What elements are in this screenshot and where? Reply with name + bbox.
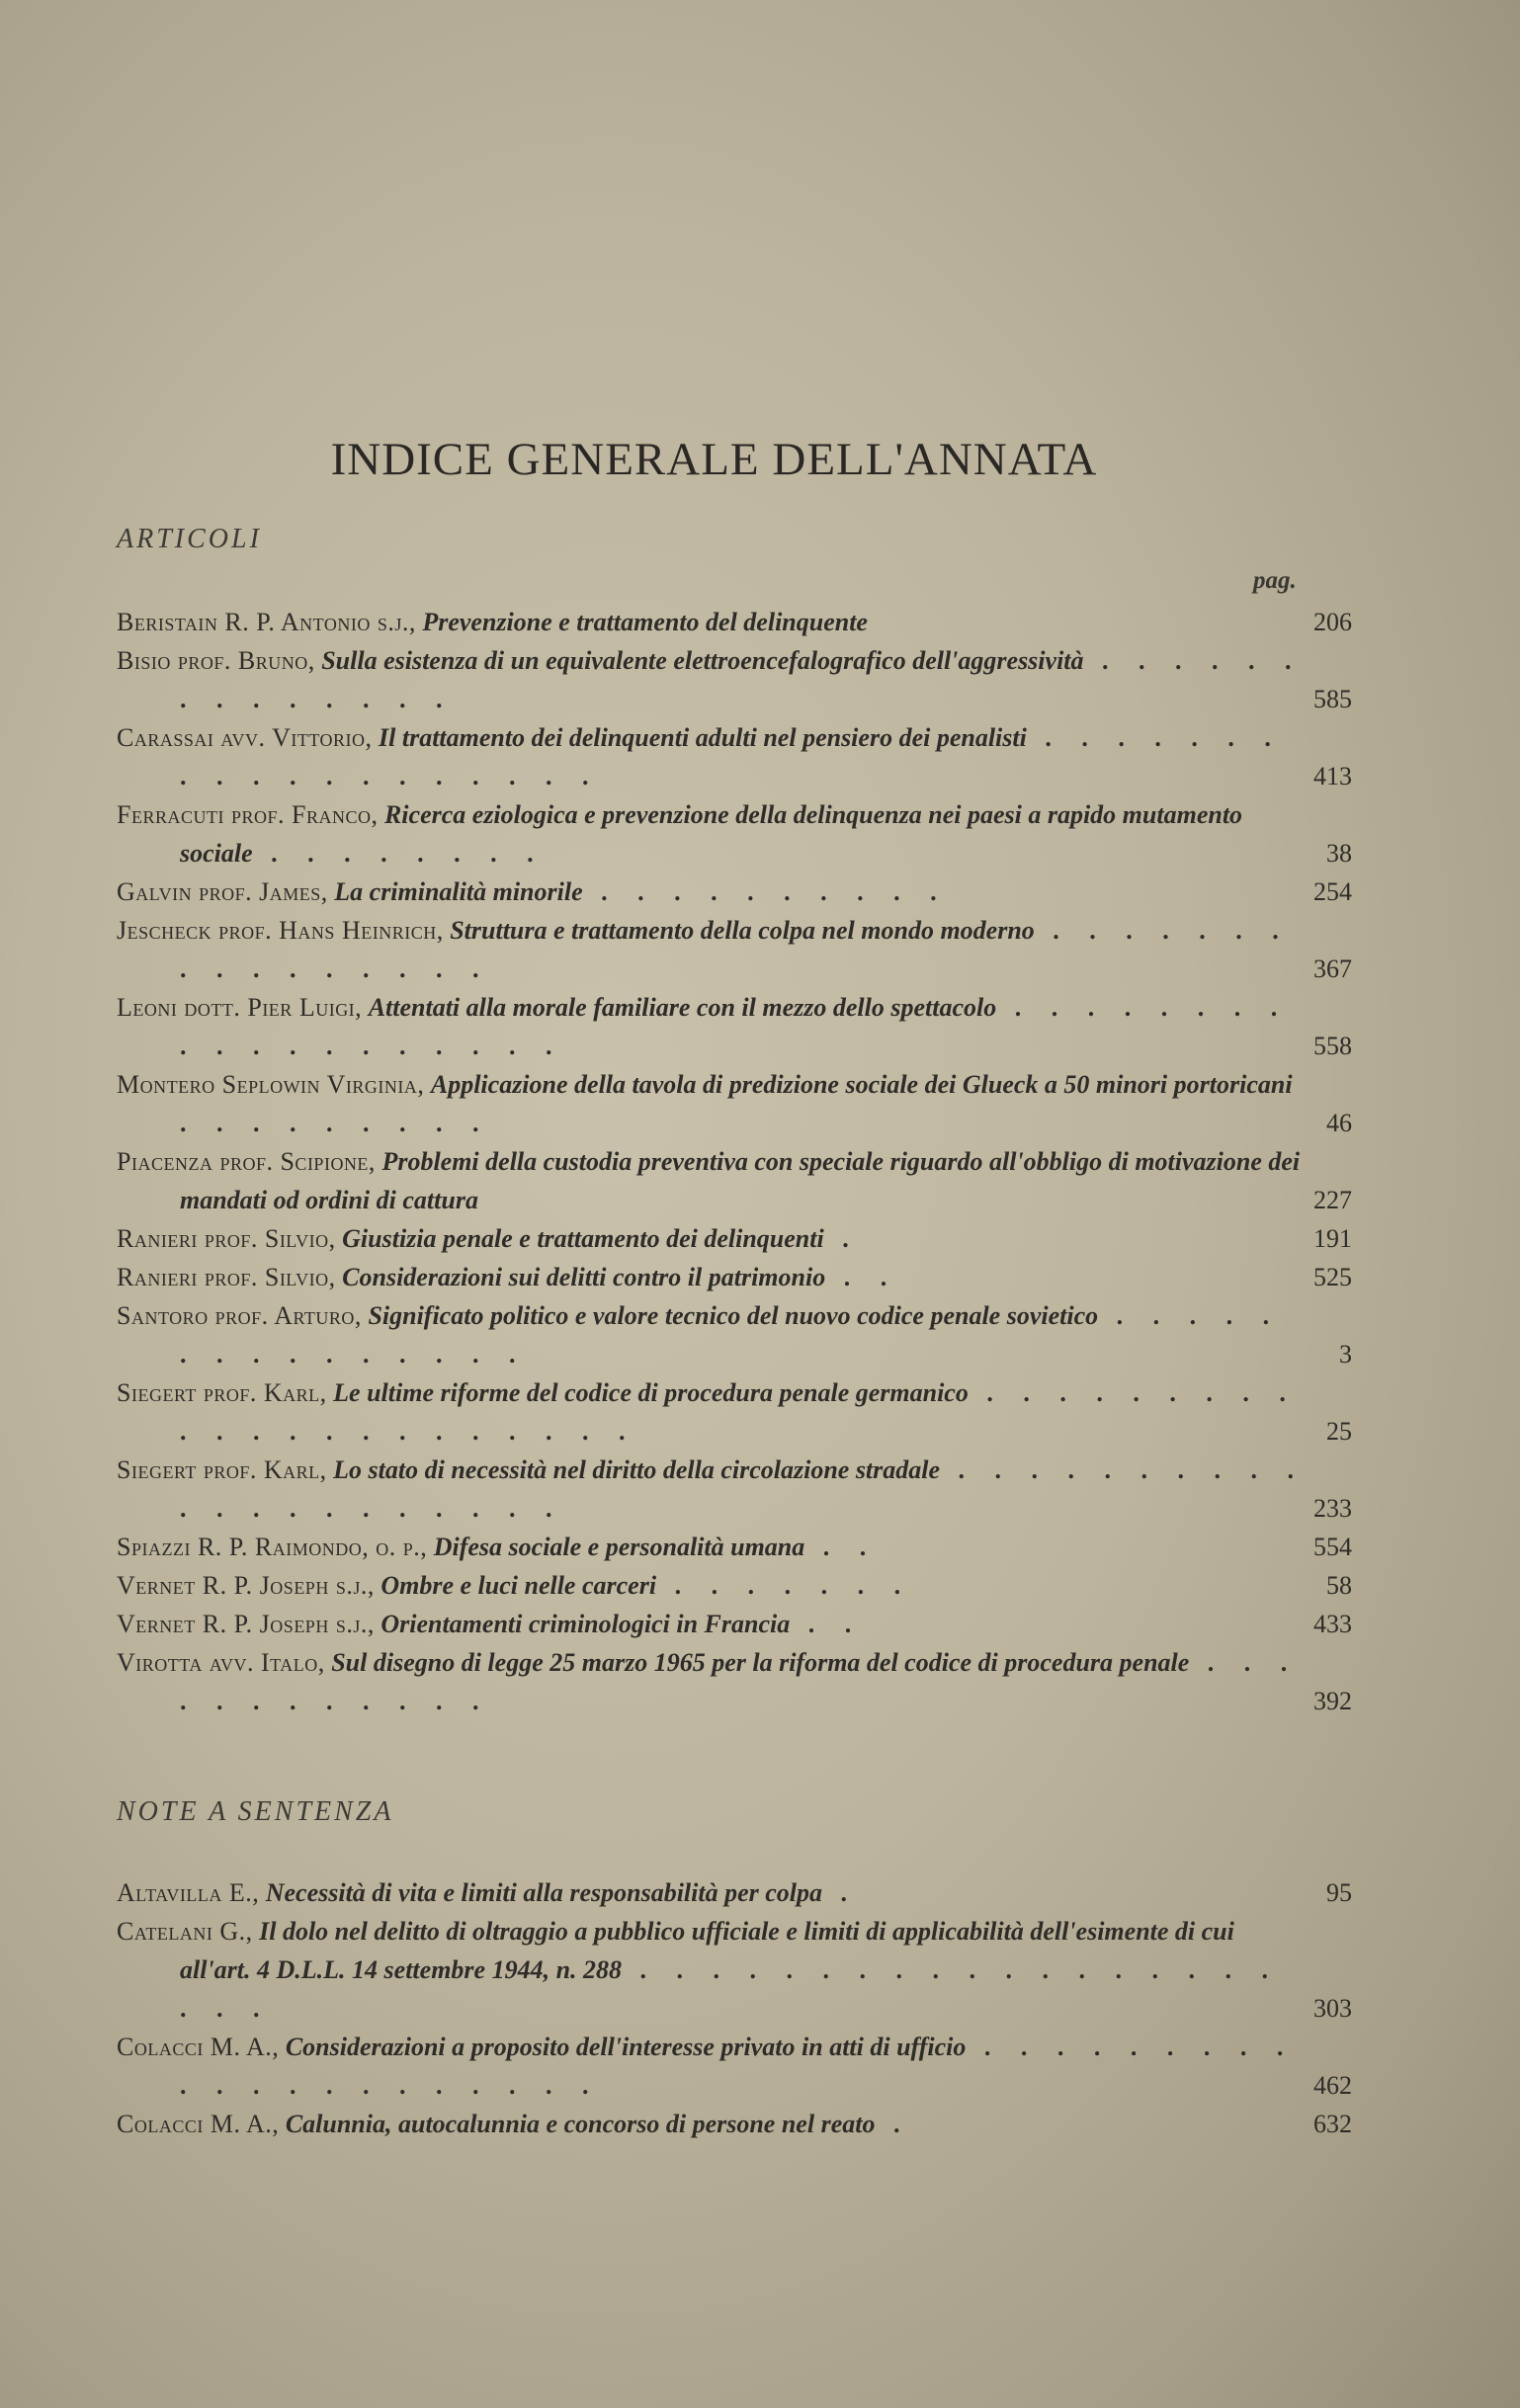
entry-title: Difesa sociale e personalità umana (433, 1533, 805, 1561)
index-entry (117, 1142, 1352, 1219)
entry-leader-dots: . . . . . . . . . . . . (180, 1648, 1300, 1715)
entry-author: Ferracuti prof. Franco, (117, 800, 379, 829)
entry-title: Sulla esistenza di un equivalente elettroencefalografico dell'aggressività (321, 646, 1084, 675)
entry-text (117, 872, 1307, 911)
entry-leader-dots: . . . . . . . . . . . . . . (180, 646, 1304, 713)
entry-title: Orientamenti criminologici in Francia (380, 1610, 791, 1638)
entry-text (117, 2028, 1307, 2105)
entry-text (117, 1373, 1307, 1451)
entry-text (117, 1643, 1307, 1720)
index-entry (117, 1296, 1352, 1373)
entry-leader-dots: . . (804, 1533, 879, 1561)
entry-page-number: 206 (1313, 608, 1352, 636)
entry-title: Ricerca eziologica e prevenzione della delinquenza nei paesi a rapido mutamento sociale (180, 800, 1243, 868)
entry-title: Giustizia penale e trattamento dei delinquenti (342, 1224, 824, 1253)
entry-page-number: 227 (1313, 1186, 1352, 1214)
entry-author: Santoro prof. Arturo, (117, 1301, 362, 1330)
entry-text (117, 641, 1307, 718)
entry-text (117, 795, 1307, 872)
entry-title: Struttura e trattamento della colpa nel mondo moderno (450, 916, 1035, 945)
index-entry (117, 1373, 1352, 1451)
entry-page-number: 585 (1313, 685, 1352, 713)
entry-page-number: 303 (1313, 1994, 1352, 2023)
entry-author: Vernet R. P. Joseph s.j., (117, 1610, 375, 1638)
index-entry (117, 1605, 1352, 1643)
index-entry (117, 911, 1352, 988)
entry-text (117, 2105, 1307, 2143)
entry-text (117, 718, 1307, 795)
entry-page-number: 462 (1313, 2071, 1352, 2100)
entry-page-number: 3 (1339, 1340, 1352, 1369)
entry-leader-dots: . . . . . . . . . . . . . . . (180, 1301, 1282, 1369)
index-entry (117, 1912, 1352, 2028)
index-entry (117, 1065, 1352, 1142)
entry-title: Calunnia, autocalunnia e concorso di persone nel reato (285, 2110, 876, 2138)
entry-text (117, 1296, 1307, 1373)
entry-leader-dots: . . (790, 1610, 864, 1638)
entry-page-number: 554 (1313, 1533, 1352, 1561)
section-heading-articoli: ARTICOLI (117, 524, 262, 554)
index-entry (117, 1219, 1352, 1258)
entry-title: Sul disegno di legge 25 marzo 1965 per la riforma del codice di procedura penale (331, 1648, 1190, 1677)
entry-title: Prevenzione e trattamento del delinquente (422, 608, 868, 636)
index-entry (117, 603, 1352, 641)
entry-text (117, 988, 1307, 1065)
entry-leader-dots: . . . . . . . . . . . . . . . . . . . . . (180, 2033, 1296, 2100)
entry-leader-dots: . (875, 2110, 912, 2138)
entry-page-number: 367 (1313, 955, 1352, 983)
index-entry (117, 1873, 1352, 1912)
entry-title: Attentati alla morale familiare con il mezzo dello spettacolo (368, 993, 997, 1022)
entry-leader-dots: . (823, 1224, 861, 1253)
entry-page-number: 25 (1326, 1417, 1352, 1446)
entry-page-number: 392 (1313, 1687, 1352, 1715)
entry-leader-dots: . . . . . . . . . . . . . . . . . . . . . (180, 1955, 1281, 2023)
entry-leader-dots: . (822, 1878, 860, 1907)
entry-author: Piacenza prof. Scipione, (117, 1147, 376, 1176)
entry-text (117, 1605, 1307, 1643)
index-entry (117, 1643, 1352, 1720)
entry-text (117, 1451, 1307, 1528)
entry-title: Il dolo nel delitto di oltraggio a pubblico ufficiale e limiti di applicabilità dell'esimente di cui all'art. 4 D.L.L. 14 settembre 1944, n. 288 (180, 1917, 1234, 1984)
entry-page-number: 58 (1326, 1571, 1352, 1600)
entry-page-number: 95 (1326, 1878, 1352, 1907)
entry-leader-dots: . . . . . . . . . (180, 1109, 491, 1137)
entry-leader-dots: . . . . . . . (656, 1571, 913, 1600)
page-title: INDICE GENERALE DELL'ANNATA (330, 434, 1098, 485)
entry-page-number: 254 (1313, 877, 1352, 906)
entry-author: Vernet R. P. Joseph s.j., (117, 1571, 375, 1600)
entry-author: Colacci M. A., (117, 2033, 280, 2061)
entry-page-number: 233 (1313, 1494, 1352, 1523)
entry-author: Jescheck prof. Hans Heinrich, (117, 916, 444, 945)
entry-text (117, 1142, 1307, 1219)
entry-leader-dots: . . . . . . . . . . . . . . . . . . . (180, 993, 1290, 1060)
entry-leader-dots: . . . . . . . . . . (582, 877, 949, 906)
entry-page-number: 191 (1313, 1224, 1352, 1253)
entry-leader-dots: . . . . . . . . . . . . . . . . . . . . . (180, 1455, 1307, 1523)
index-entry (117, 872, 1352, 911)
entry-author: Altavilla E., (117, 1878, 260, 1907)
entry-title: Le ultime riforme del codice di procedura penale germanico (333, 1378, 969, 1407)
index-entry (117, 2028, 1352, 2105)
entry-author: Carassai avv. Vittorio, (117, 723, 373, 752)
entry-author: Ranieri prof. Silvio, (117, 1224, 336, 1253)
entry-text (117, 1219, 1307, 1258)
entry-author: Colacci M. A., (117, 2110, 280, 2138)
entry-author: Bisio prof. Bruno, (117, 646, 315, 675)
entry-author: Leoni dott. Pier Luigi, (117, 993, 363, 1022)
entry-page-number: 413 (1313, 762, 1352, 790)
entry-text (117, 603, 1307, 641)
entry-title: Significato politico e valore tecnico del nuovo codice penale sovietico (368, 1301, 1099, 1330)
entry-text (117, 1258, 1307, 1296)
entry-title: La criminalità minorile (334, 877, 583, 906)
entry-author: Ranieri prof. Silvio, (117, 1263, 336, 1291)
entry-text (117, 1566, 1307, 1605)
page-column-label: pag. (1253, 567, 1297, 594)
entry-page-number: 525 (1313, 1263, 1352, 1291)
entry-leader-dots: . . . . . . . . . . . . . . . . . . . . . . (180, 1378, 1298, 1446)
entry-title: Il trattamento dei delinquenti adulti nel pensiero dei penalisti (379, 723, 1027, 752)
entry-title: Problemi della custodia preventiva con speciale riguardo all'obbligo di motivazione dei mandati od ordini di cattura (180, 1147, 1301, 1214)
entry-text (117, 1065, 1307, 1142)
entry-text (117, 1528, 1307, 1566)
entry-text (117, 1912, 1307, 2028)
entry-author: Montero Seplowin Virginia, (117, 1070, 425, 1099)
index-entry (117, 1451, 1352, 1528)
articoli-list (117, 603, 1352, 1720)
entry-page-number: 433 (1313, 1610, 1352, 1638)
index-entry (117, 2105, 1352, 2143)
entry-page-number: 558 (1313, 1032, 1352, 1060)
entry-title: Considerazioni a proposito dell'interesse privato in atti di ufficio (285, 2033, 967, 2061)
index-entry (117, 718, 1352, 795)
entry-author: Siegert prof. Karl, (117, 1455, 327, 1484)
entry-text (117, 911, 1307, 988)
entry-text (117, 1873, 1307, 1912)
entry-page-number: 38 (1326, 839, 1352, 868)
note-list (117, 1873, 1352, 2143)
entry-author: Spiazzi R. P. Raimondo, o. p., (117, 1533, 428, 1561)
entry-title: Applicazione della tavola di predizione sociale dei Glueck a 50 minori portoricani (430, 1070, 1293, 1099)
index-entry (117, 1566, 1352, 1605)
entry-title: Lo stato di necessità nel diritto della circolazione stradale (333, 1455, 941, 1484)
entry-page-number: 46 (1326, 1109, 1352, 1137)
entry-title: Necessità di vita e limiti alla responsabilità per colpa (265, 1878, 823, 1907)
index-entry (117, 641, 1352, 718)
entry-author: Catelani G., (117, 1917, 253, 1946)
section-heading-note: NOTE A SENTENZA (117, 1796, 394, 1827)
index-entry (117, 1528, 1352, 1566)
entry-leader-dots: . . (825, 1263, 899, 1291)
entry-page-number: 632 (1313, 2110, 1352, 2138)
index-entry (117, 1258, 1352, 1296)
entry-author: Siegert prof. Karl, (117, 1378, 327, 1407)
entry-title: Ombre e luci nelle carceri (380, 1571, 657, 1600)
entry-author: Beristain R. P. Antonio s.j., (117, 608, 416, 636)
entry-author: Galvin prof. James, (117, 877, 328, 906)
index-entry (117, 988, 1352, 1065)
entry-title: Considerazioni sui delitti contro il patrimonio (342, 1263, 826, 1291)
entry-leader-dots: . . . . . . . . . . . . . . . . (180, 916, 1291, 983)
entry-leader-dots: . . . . . . . . (252, 839, 546, 868)
index-entry (117, 795, 1352, 872)
entry-leader-dots: . . . . . . . . . . . . . . . . . . . (180, 723, 1283, 790)
entry-author: Virotta avv. Italo, (117, 1648, 325, 1677)
